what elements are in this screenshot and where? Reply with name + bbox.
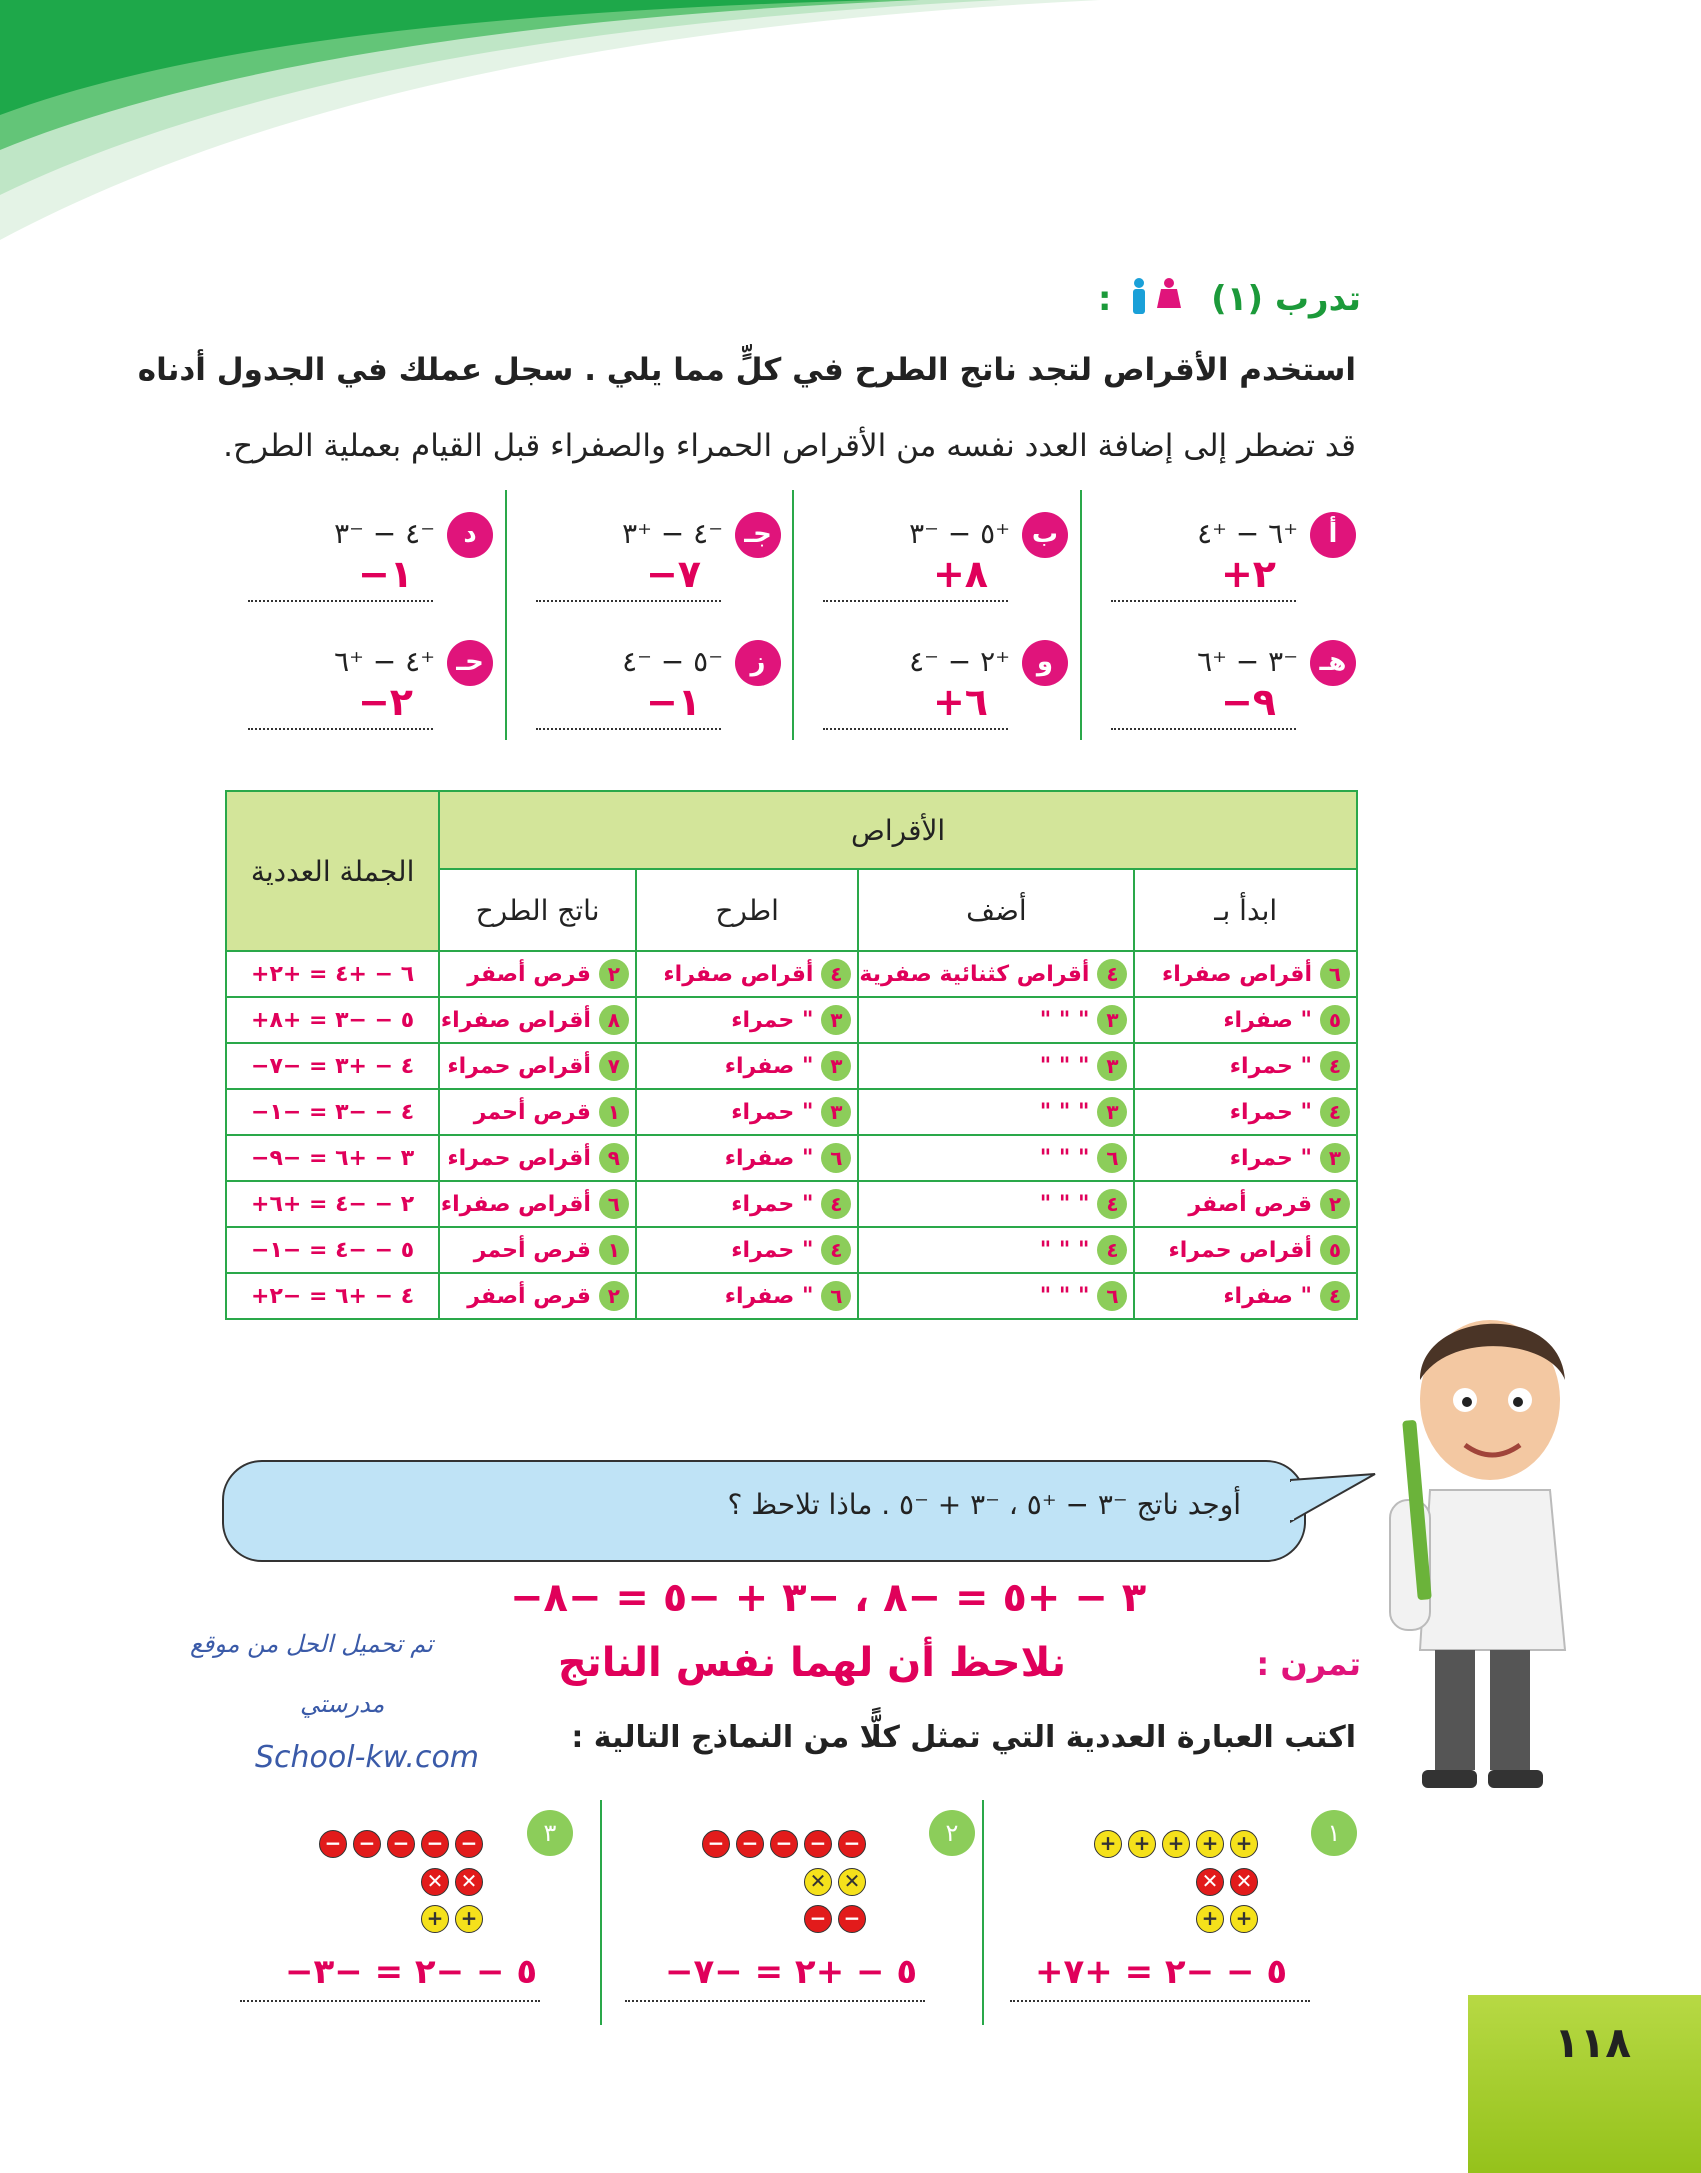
column-result: ناتج الطرح (439, 869, 636, 951)
problem-item (248, 640, 493, 724)
cell-subtract-text: " حمراء (731, 1192, 814, 1217)
cell-result-count: ٦ (599, 1189, 629, 1219)
cell-subtract (636, 1135, 859, 1181)
yellow-disc-icon: + (1196, 1905, 1224, 1933)
cell-start-count: ٤ (1320, 1051, 1350, 1081)
header-decoration (0, 0, 1701, 260)
problem-answer: +٨ (932, 552, 988, 596)
yellow-disc-icon: + (1094, 1830, 1122, 1858)
cell-subtract (636, 1273, 859, 1319)
problem-label: ز (735, 640, 781, 686)
cell-start (1134, 1135, 1357, 1181)
cell-subtract-count: ٤ (821, 1235, 851, 1265)
cell-result-text: قرص أصفر (467, 962, 591, 987)
problem-label: حـ (447, 640, 493, 686)
yellow-disc-icon: + (1196, 1830, 1224, 1858)
cell-result (439, 1135, 636, 1181)
cell-result (439, 1273, 636, 1319)
instruction-1: استخدم الأقراص لتجد ناتج الطرح في كلٍّ مما يلي . سجل عملك في الجدول أدناه (137, 352, 1356, 388)
model-1-row-1 (1091, 1830, 1261, 1858)
yellow-disc-icon: + (421, 1905, 449, 1933)
table-row (226, 1181, 1357, 1227)
cell-start (1134, 1181, 1357, 1227)
cell-result-text: قرص أصفر (467, 1284, 591, 1309)
problem-answer: −٩ (1220, 680, 1276, 724)
red-disc-icon: − (421, 1830, 449, 1858)
page-number: ١١٨ (1554, 2018, 1631, 2067)
answer-line (1111, 600, 1296, 602)
table-row (226, 997, 1357, 1043)
separator (982, 1800, 984, 2025)
table-row (226, 1227, 1357, 1273)
cell-result (439, 1089, 636, 1135)
model-1-answer: +٥ − −٢ = +٧ (1035, 1952, 1288, 1992)
cell-add (858, 1043, 1134, 1089)
red-disc-icon: − (804, 1830, 832, 1858)
red-disc-icon: − (702, 1830, 730, 1858)
cell-start (1134, 951, 1357, 997)
problem-expression: ⁻٤ − ⁺٣ (622, 517, 723, 550)
cell-result-count: ١ (599, 1097, 629, 1127)
title-colon: : (1097, 279, 1112, 319)
cell-subtract-count: ٤ (821, 1189, 851, 1219)
cell-subtract-count: ٣ (821, 1097, 851, 1127)
cell-add (858, 951, 1134, 997)
bubble-answer-2: نلاحظ أن لهما نفس الناتج (557, 1640, 1066, 1686)
red-disc-icon: − (455, 1830, 483, 1858)
problem-item (1111, 640, 1356, 724)
cell-start-count: ٥ (1320, 1005, 1350, 1035)
problem-item (1111, 512, 1356, 596)
problem-item (248, 512, 493, 596)
crossed-yellow-disc-icon: ✕ (804, 1868, 832, 1896)
cell-subtract-count: ٣ (821, 1005, 851, 1035)
answer-line (536, 728, 721, 730)
cell-add-text: " " " (1039, 1284, 1090, 1309)
problem-item (536, 512, 781, 596)
cell-start-count: ٤ (1320, 1097, 1350, 1127)
practice-instruction: اكتب العبارة العددية التي تمثل كلًّا من النماذج التالية : (571, 1720, 1356, 1755)
practice-title: تمرن : (1256, 1645, 1361, 1683)
cell-sentence: +٦ − +٤ = +٢ (226, 951, 439, 997)
cell-sentence: −٥ − −٤ = −١ (226, 1227, 439, 1273)
yellow-disc-icon: + (455, 1905, 483, 1933)
problem-item (823, 640, 1068, 724)
model-3-row-2 (418, 1868, 486, 1896)
problem-label: جـ (735, 512, 781, 558)
cell-add-text: أقراص كثنائية صفرية (859, 962, 1090, 987)
problem-answer: +٦ (932, 680, 988, 724)
problem-expression: ⁺٤ − ⁺٦ (334, 645, 435, 678)
model-3-answer: −٥ − −٢ = −٣ (285, 1952, 538, 1992)
cell-start-text: أقراص حمراء (1168, 1238, 1312, 1263)
bubble-question: أوجد ناتج ⁻٣ − ⁺٥ ، ⁻٣ + ⁻٥ . ماذا تلاحظ ؟ (727, 1488, 1241, 1521)
cell-start-text: أقراص صفراء (1162, 962, 1312, 987)
cell-start-text: قرص أصفر (1188, 1192, 1312, 1217)
crossed-red-disc-icon: ✕ (1196, 1868, 1224, 1896)
cell-result-text: أقراص صفراء (440, 1192, 591, 1217)
answer-line (248, 728, 433, 730)
cell-add-count: ٦ (1097, 1281, 1127, 1311)
cell-result-count: ٢ (599, 959, 629, 989)
red-disc-icon: − (838, 1830, 866, 1858)
table-row (226, 1089, 1357, 1135)
cell-add-count: ٣ (1097, 1051, 1127, 1081)
cell-add (858, 1181, 1134, 1227)
separator (792, 490, 794, 740)
cell-add-count: ٤ (1097, 1189, 1127, 1219)
cell-result (439, 1181, 636, 1227)
problem-expression: ⁺٢ − ⁻٤ (909, 645, 1010, 678)
cell-start-count: ٥ (1320, 1235, 1350, 1265)
cell-subtract (636, 997, 859, 1043)
red-disc-icon: − (838, 1905, 866, 1933)
problem-label: أ (1310, 512, 1356, 558)
column-subtract: اطرح (636, 869, 859, 951)
cell-result (439, 951, 636, 997)
problem-answer: −١ (645, 680, 701, 724)
cell-sentence: +٤ − +٦ = −٢ (226, 1273, 439, 1319)
separator (1080, 490, 1082, 740)
title-text: تدرب (١) (1211, 279, 1361, 319)
cell-result (439, 1043, 636, 1089)
cell-start (1134, 1089, 1357, 1135)
model-3-row-3 (418, 1905, 486, 1933)
crossed-yellow-disc-icon: ✕ (838, 1868, 866, 1896)
problem-expression: ⁺٥ − ⁻٣ (909, 517, 1010, 550)
problem-label: د (447, 512, 493, 558)
cell-sentence: −٣ − +٦ = −٩ (226, 1135, 439, 1181)
cell-sentence: −٤ − −٣ = −١ (226, 1089, 439, 1135)
cell-add-count: ٤ (1097, 1235, 1127, 1265)
cell-subtract-count: ٦ (821, 1143, 851, 1173)
model-2-badge: ٢ (929, 1810, 975, 1856)
cell-start-count: ٣ (1320, 1143, 1350, 1173)
cell-start-count: ٦ (1320, 959, 1350, 989)
cell-result-text: أقراص صفراء (440, 1008, 591, 1033)
problem-label: هـ (1310, 640, 1356, 686)
table-sentence-header: الجملة العددية (226, 791, 439, 951)
cell-subtract (636, 1089, 859, 1135)
cell-start-text: " حمراء (1229, 1100, 1312, 1125)
cell-add-count: ٤ (1097, 959, 1127, 989)
separator (600, 1800, 602, 2025)
cell-add-text: " " " (1039, 1008, 1090, 1033)
cell-add-text: " " " (1039, 1100, 1090, 1125)
cell-result (439, 997, 636, 1043)
cell-subtract (636, 1181, 859, 1227)
problem-answer: −١ (357, 552, 413, 596)
red-disc-icon: − (387, 1830, 415, 1858)
cell-start (1134, 997, 1357, 1043)
cell-start-text: " حمراء (1229, 1054, 1312, 1079)
table-row (226, 1135, 1357, 1181)
cell-result-count: ٨ (599, 1005, 629, 1035)
cell-add-text: " " " (1039, 1146, 1090, 1171)
cell-subtract-text: أقراص صفراء (663, 962, 814, 987)
model-2-row-3 (801, 1905, 869, 1933)
table-row (226, 1043, 1357, 1089)
yellow-disc-icon: + (1230, 1905, 1258, 1933)
cell-add (858, 1089, 1134, 1135)
download-note-url: School-kw.com (255, 1740, 480, 1775)
cell-start (1134, 1043, 1357, 1089)
cell-subtract-count: ٣ (821, 1051, 851, 1081)
model-3-row-1 (316, 1830, 486, 1858)
problem-item (823, 512, 1068, 596)
cell-result-count: ٢ (599, 1281, 629, 1311)
problem-label: و (1022, 640, 1068, 686)
cell-start (1134, 1273, 1357, 1319)
boy-illustration (1370, 1270, 1600, 1790)
yellow-disc-icon: + (1128, 1830, 1156, 1858)
yellow-disc-icon: + (1230, 1830, 1258, 1858)
problem-label: ب (1022, 512, 1068, 558)
model-2-row-1 (699, 1830, 869, 1858)
answer-line (248, 600, 433, 602)
problem-answer: −٢ (357, 680, 413, 724)
pair-work-icon (1123, 278, 1189, 323)
cell-subtract-count: ٤ (821, 959, 851, 989)
cell-subtract-text: " صفراء (724, 1284, 814, 1309)
cell-result-text: قرص أحمر (473, 1100, 591, 1125)
cell-result-text: أقراص حمراء (447, 1146, 591, 1171)
cell-add (858, 1227, 1134, 1273)
red-disc-icon: − (804, 1905, 832, 1933)
cell-result-count: ١ (599, 1235, 629, 1265)
cell-subtract (636, 951, 859, 997)
cell-add (858, 1273, 1134, 1319)
cell-add-text: " " " (1039, 1054, 1090, 1079)
crossed-red-disc-icon: ✕ (421, 1868, 449, 1896)
answer-line (1111, 728, 1296, 730)
problem-expression: ⁻٣ − ⁺٦ (1197, 645, 1298, 678)
cell-sentence: +٢ − −٤ = +٦ (226, 1181, 439, 1227)
crossed-red-disc-icon: ✕ (455, 1868, 483, 1896)
cell-subtract-count: ٦ (821, 1281, 851, 1311)
cell-sentence: +٥ − −٣ = +٨ (226, 997, 439, 1043)
table-row (226, 1273, 1357, 1319)
model-1-row-2 (1193, 1868, 1261, 1896)
model-3-answer-line (240, 2000, 540, 2002)
bubble-tail (1290, 1472, 1380, 1532)
download-note-1: تم تحميل الحل من موقع (190, 1630, 433, 1658)
cell-start-text: " صفراء (1223, 1284, 1312, 1309)
table-row (226, 951, 1357, 997)
discs-table (225, 790, 1358, 1320)
red-disc-icon: − (353, 1830, 381, 1858)
column-add: أضف (858, 869, 1134, 951)
answer-line (823, 728, 1008, 730)
cell-subtract-text: " حمراء (731, 1008, 814, 1033)
exercise-title (1098, 278, 1361, 323)
cell-subtract-text: " صفراء (724, 1054, 814, 1079)
answer-line (536, 600, 721, 602)
cell-result-text: أقراص حمراء (447, 1054, 591, 1079)
download-note-2: مدرستي (300, 1690, 385, 1718)
answer-line (823, 600, 1008, 602)
cell-start (1134, 1227, 1357, 1273)
red-disc-icon: − (319, 1830, 347, 1858)
cell-add-count: ٣ (1097, 1005, 1127, 1035)
model-2-answer-line (625, 2000, 925, 2002)
column-start: ابدأ بـ (1134, 869, 1357, 951)
cell-subtract-text: " حمراء (731, 1100, 814, 1125)
cell-result-count: ٧ (599, 1051, 629, 1081)
crossed-red-disc-icon: ✕ (1230, 1868, 1258, 1896)
model-3-badge: ٣ (527, 1810, 573, 1856)
yellow-disc-icon: + (1162, 1830, 1190, 1858)
problem-expression: ⁺٦ − ⁺٤ (1197, 517, 1298, 550)
cell-start-text: " حمراء (1229, 1146, 1312, 1171)
cell-start-count: ٢ (1320, 1189, 1350, 1219)
red-disc-icon: − (736, 1830, 764, 1858)
cell-add (858, 1135, 1134, 1181)
cell-add (858, 997, 1134, 1043)
cell-add-text: " " " (1039, 1192, 1090, 1217)
red-disc-icon: − (770, 1830, 798, 1858)
cell-sentence: −٤ − +٣ = −٧ (226, 1043, 439, 1089)
problem-answer: +٢ (1220, 552, 1276, 596)
bubble-answer-1: −٣ − +٥ = −٨ ، −٣ + −٥ = −٨ (510, 1575, 1147, 1621)
problem-answer: −٧ (645, 552, 701, 596)
cell-add-count: ٦ (1097, 1143, 1127, 1173)
cell-subtract-text: " حمراء (731, 1238, 814, 1263)
cell-add-count: ٣ (1097, 1097, 1127, 1127)
cell-start-text: " صفراء (1223, 1008, 1312, 1033)
model-1-answer-line (1010, 2000, 1310, 2002)
model-2-answer: −٥ − +٢ = −٧ (665, 1952, 918, 1992)
cell-result-count: ٩ (599, 1143, 629, 1173)
problem-expression: ⁻٥ − ⁻٤ (622, 645, 723, 678)
cell-add-text: " " " (1039, 1238, 1090, 1263)
cell-result (439, 1227, 636, 1273)
model-2-row-2 (801, 1868, 869, 1896)
instruction-2: قد تضطر إلى إضافة العدد نفسه من الأقراص الحمراء والصفراء قبل القيام بعملية الطرح. (223, 428, 1356, 464)
model-1-badge: ١ (1311, 1810, 1357, 1856)
separator (505, 490, 507, 740)
cell-result-text: قرص أحمر (473, 1238, 591, 1263)
cell-subtract (636, 1227, 859, 1273)
problem-expression: ⁻٤ − ⁻٣ (334, 517, 435, 550)
cell-subtract (636, 1043, 859, 1089)
cell-subtract-text: " صفراء (724, 1146, 814, 1171)
model-1-row-3 (1193, 1905, 1261, 1933)
cell-start-count: ٤ (1320, 1281, 1350, 1311)
table-group-header: الأقراص (439, 791, 1357, 869)
problem-item (536, 640, 781, 724)
